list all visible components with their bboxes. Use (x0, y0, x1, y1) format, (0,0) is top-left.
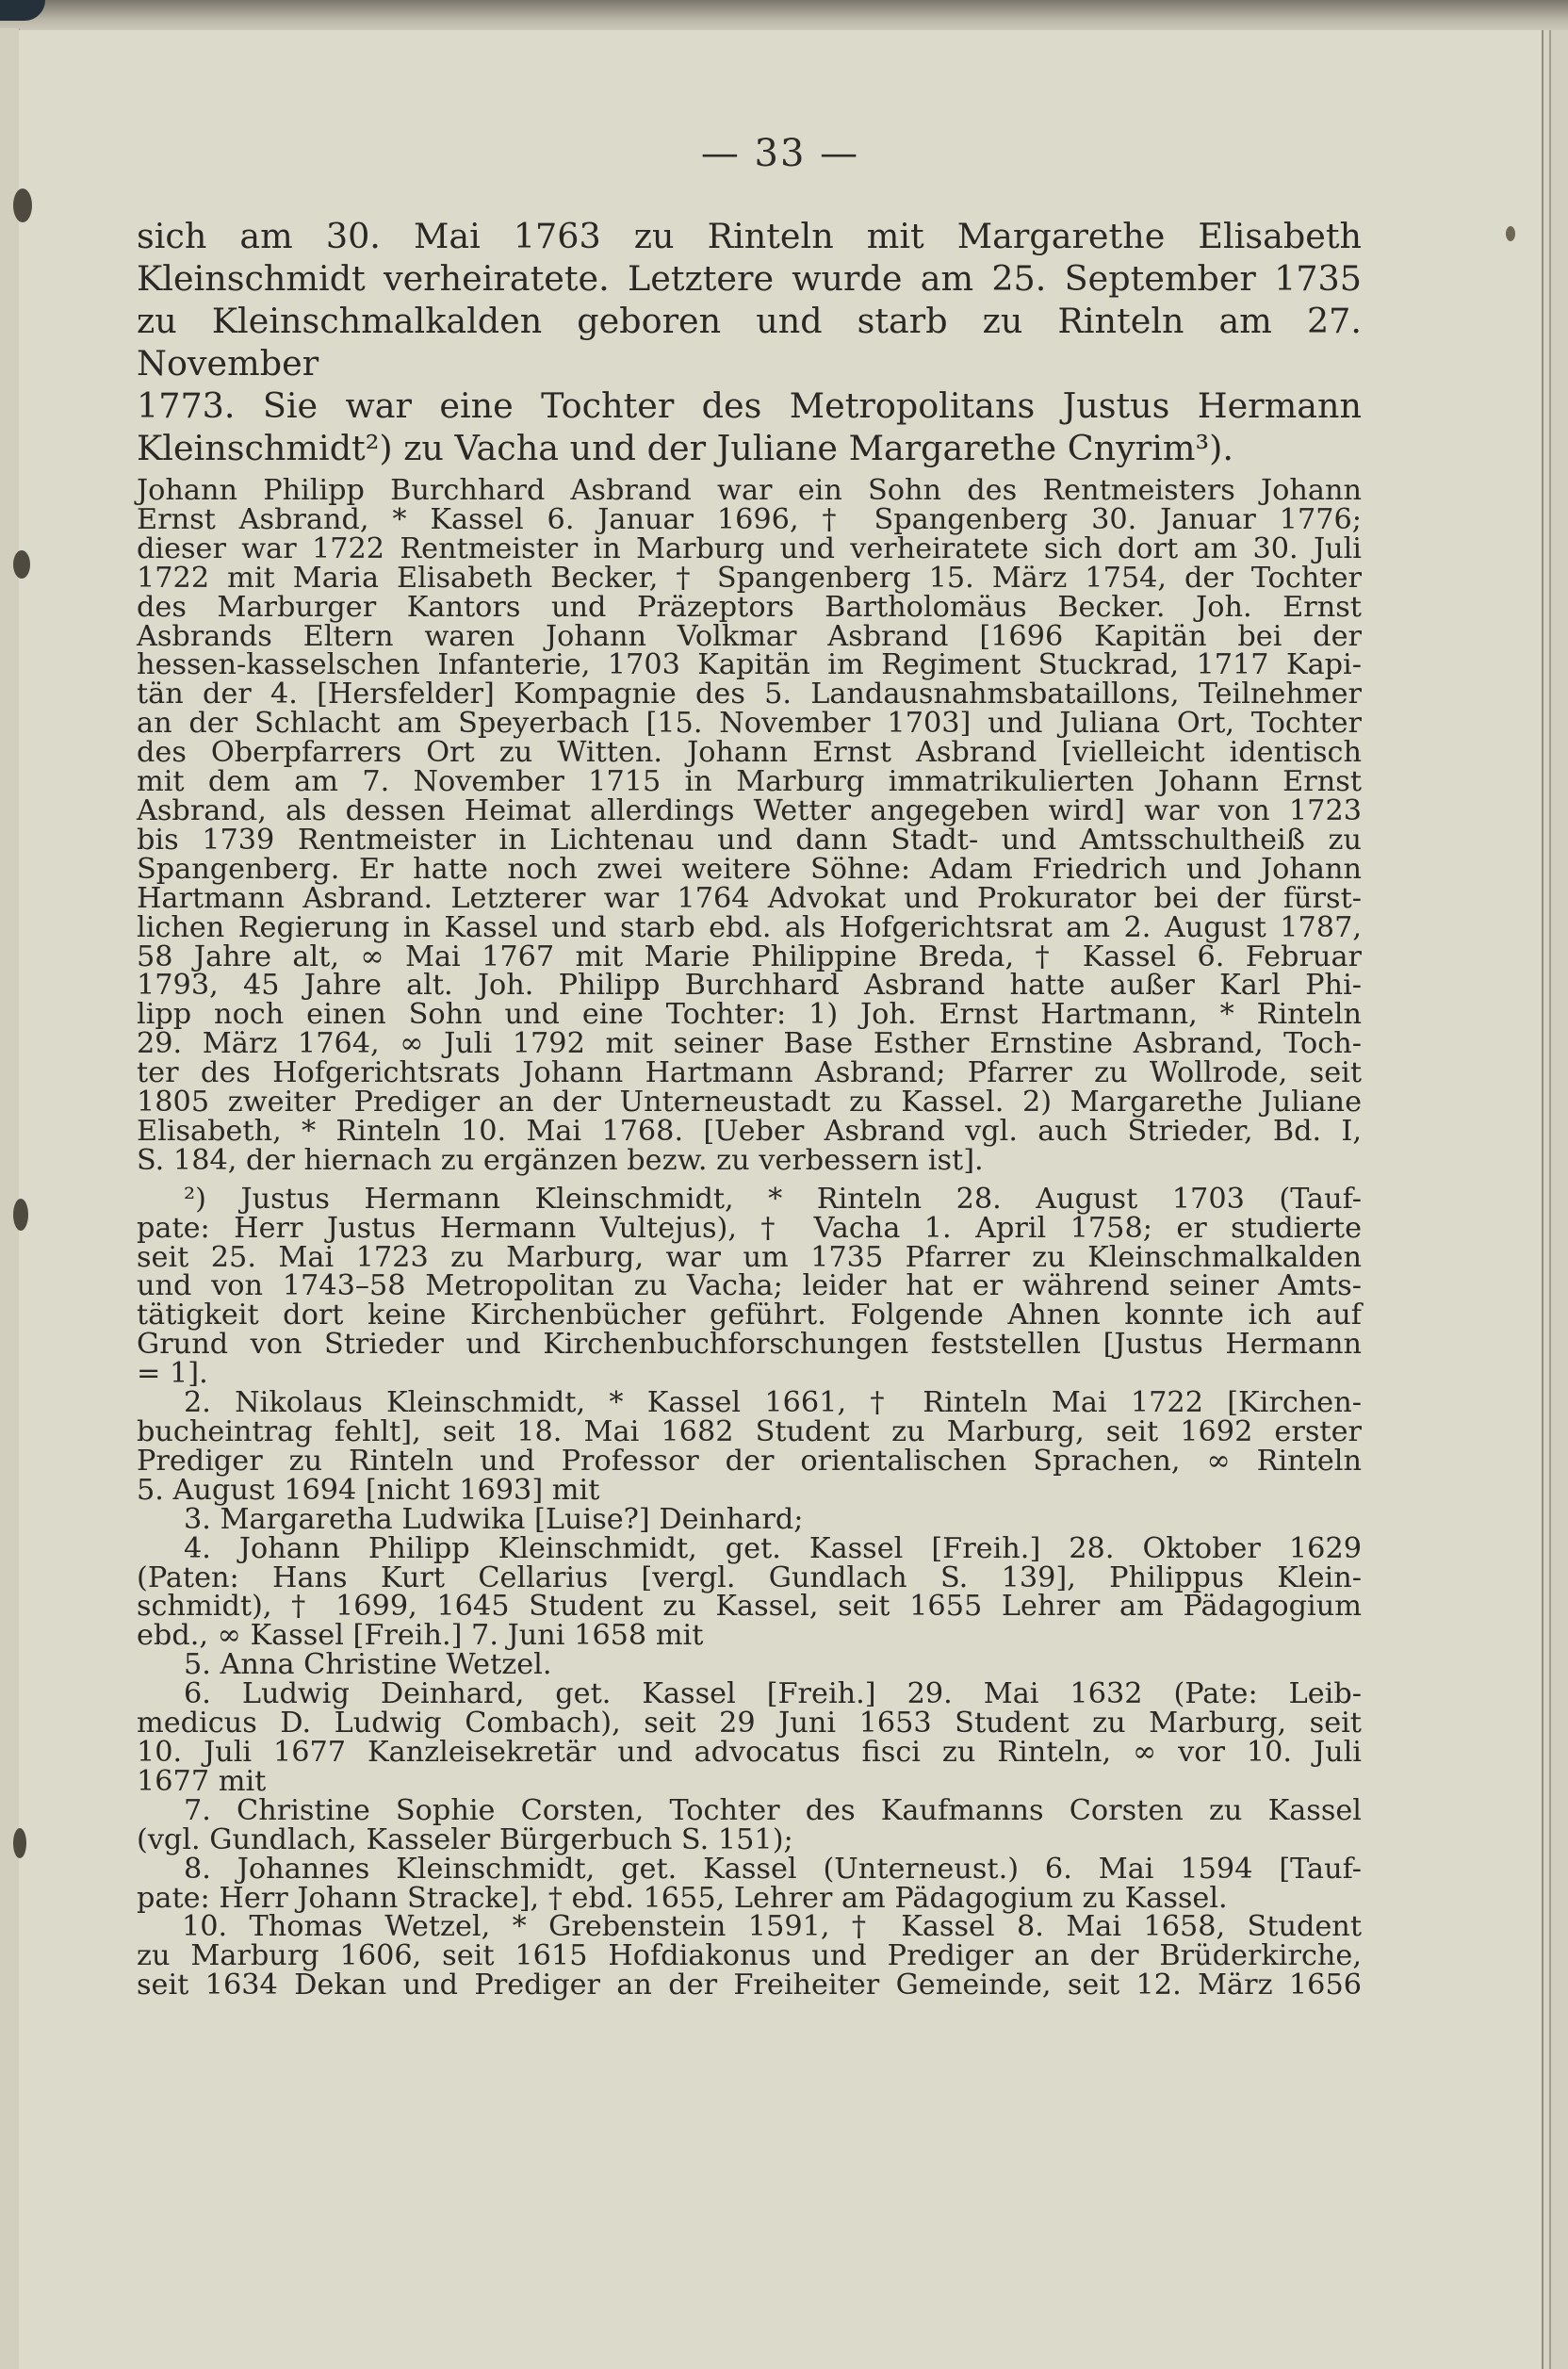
text-line: Spangenberg. Er hatte noch zwei weitere Söhne: Adam Friedrich und Johann (137, 852, 1362, 886)
text-line: 1722 mit Maria Elisabeth Becker, † Spangenberg 15. März 1754, der Tochter (137, 561, 1362, 595)
text-line: Hartmann Asbrand. Letzterer war 1764 Advokat und Prokurator bei der fürst- (137, 881, 1362, 915)
binding-hole-mark (13, 188, 32, 222)
ancestor-entry-5 (137, 1648, 1362, 1682)
text-line: Kleinschmidt²) zu Vacha und der Juliane Margarethe Cnyrim³). (137, 428, 1233, 468)
text-line: ²) Justus Hermann Kleinschmidt, * Rinteln 28. August 1703 (Tauf- (184, 1182, 1362, 1216)
text-line: seit 25. Mai 1723 zu Marburg, war um 1735 Pfarrer zu Kleinschmalkalden (137, 1240, 1362, 1274)
text-line: 1805 zweiter Prediger an der Unterneustadt zu Kassel. 2) Margarethe Juliane (137, 1086, 1362, 1119)
text-line: ebd., ∞ Kassel [Freih.] 7. Juni 1658 mit (137, 1619, 704, 1653)
text-line: pate: Herr Justus Hermann Vultejus), † Vacha 1. April 1758; er studierte (137, 1211, 1362, 1245)
text-line: hessen-kasselschen Infanterie, 1703 Kapitän im Regiment Stuckrad, 1717 Kapi- (137, 648, 1362, 682)
book-top-edge (0, 0, 1568, 32)
text-line: des Oberpfarrers Ort zu Witten. Johann Ernst Asbrand [vielleicht identisch (137, 736, 1362, 770)
text-line: S. 184, der hiernach zu ergänzen bezw. zu verbessern ist]. (137, 1143, 984, 1177)
text-line: = 1]. (137, 1357, 208, 1391)
main-paragraph (137, 215, 1362, 469)
binding-hole-mark (13, 550, 30, 579)
text-line: Elisabeth, * Rinteln 10. Mai 1768. [Ueber Asbrand vgl. auch Strieder, Bd. I, (137, 1114, 1362, 1148)
ancestor-entry-7 (137, 1793, 1362, 1856)
text-line: zu Kleinschmalkalden geboren und starb zu Rinteln am 27. November (137, 301, 1362, 384)
binding-hole-mark (13, 1199, 28, 1231)
text-line: 1793, 45 Jahre alt. Joh. Philipp Burchhard Asbrand hatte außer Karl Phi- (137, 969, 1362, 1003)
page-stack-edge (1542, 30, 1568, 2369)
text-line: ter des Hofgerichtsrats Johann Hartmann Asbrand; Pfarrer zu Wollrode, seit (137, 1056, 1362, 1090)
text-line: seit 1634 Dekan und Prediger an der Freiheiter Gemeinde, seit 12. März 1656 (137, 1969, 1362, 2002)
footnote-2 (137, 1182, 1362, 1391)
text-line: medicus D. Ludwig Combach), seit 29 Juni 1653 Student zu Marburg, seit (137, 1707, 1362, 1740)
text-line: lichen Regierung in Kassel und starb ebd. als Hofgerichtsrat am 2. August 1787, (137, 910, 1362, 944)
text-line: 10. Juli 1677 Kanzleisekretär und advocatus fisci zu Rinteln, ∞ vor 10. Juli (137, 1735, 1362, 1769)
text-line: bis 1739 Rentmeister in Lichtenau und dann Stadt- und Amtsschultheiß zu (137, 823, 1362, 857)
text-line: lipp noch einen Sohn und eine Tochter: 1) Joh. Ernst Hartmann, * Rinteln (137, 998, 1362, 1032)
text-line: 5. Anna Christine Wetzel. (184, 1648, 552, 1682)
text-line: an der Schlacht am Speyerbach [15. November 1703] und Juliana Ort, Tochter (137, 707, 1362, 741)
text-line: tän der 4. [Hersfelder] Kompagnie des 5. Landausnahmsbataillons, Teilnehmer (137, 678, 1362, 711)
ancestor-entry-10 (137, 1910, 1362, 2002)
text-line: Kleinschmidt verheiratete. Letztere wurde am 25. September 1735 (137, 258, 1362, 299)
text-line: des Marburger Kantors und Präzeptors Bartholomäus Becker. Joh. Ernst (137, 590, 1362, 624)
ancestor-list (137, 1386, 1362, 2002)
text-line: Asbrands Eltern waren Johann Volkmar Asbrand [1696 Kapitän bei der (137, 619, 1362, 653)
page-gutter (0, 28, 20, 2369)
text-line: 1773. Sie war eine Tochter des Metropolitans Justus Hermann (137, 385, 1362, 426)
text-line: 58 Jahre alt, ∞ Mai 1767 mit Marie Philippine Breda, † Kassel 6. Februar (137, 939, 1362, 973)
ancestor-entry-2 (137, 1386, 1362, 1507)
text-line: und von 1743–58 Metropolitan zu Vacha; leider hat er während seiner Amts- (137, 1269, 1362, 1303)
text-line: schmidt), † 1699, 1645 Student zu Kassel, seit 1655 Lehrer am Pädagogium (137, 1590, 1362, 1624)
text-line: 10. Thomas Wetzel, * Grebenstein 1591, † Kassel 8. Mai 1658, Student (182, 1910, 1362, 1944)
text-line: Johann Philipp Burchhard Asbrand war ein Sohn des Rentmeisters Johann (137, 474, 1362, 507)
ancestor-entry-4 (137, 1531, 1362, 1653)
scan-background-corner (0, 0, 45, 21)
text-line: sich am 30. Mai 1763 zu Rinteln mit Margarethe Elisabeth (137, 216, 1362, 256)
text-line: pate: Herr Johann Stracke], † ebd. 1655, Lehrer am Pädagogium zu Kassel. (137, 1881, 1228, 1915)
text-line: mit dem am 7. November 1715 in Marburg immatrikulierten Johann Ernst (137, 765, 1362, 799)
foxing-spot (1506, 226, 1515, 241)
binding-hole-mark (13, 1828, 26, 1858)
ancestor-entry-8 (137, 1852, 1362, 1915)
ancestor-entry-6 (137, 1677, 1362, 1798)
footnote-1 (137, 474, 1362, 1177)
text-line: 29. März 1764, ∞ Juli 1792 mit seiner Base Esther Ernstine Asbrand, Toch- (137, 1027, 1362, 1061)
text-line: 7. Christine Sophie Corsten, Tochter des Kaufmanns Corsten zu Kassel (184, 1793, 1362, 1827)
text-line: 3. Margaretha Ludwika [Luise?] Deinhard; (184, 1502, 804, 1536)
text-line: Ernst Asbrand, * Kassel 6. Januar 1696, † Spangenberg 30. Januar 1776; (137, 502, 1362, 536)
text-line: dieser war 1722 Rentmeister in Marburg und verheiratete sich dort am 30. Juli (137, 531, 1362, 565)
text-line: bucheintrag fehlt], seit 18. Mai 1682 Student zu Marburg, seit 1692 erster (137, 1415, 1362, 1448)
text-line: Grund von Strieder und Kirchenbuchforschungen feststellen [Justus Hermann (137, 1328, 1362, 1362)
footnotes (137, 474, 1362, 2002)
text-line: 4. Johann Philipp Kleinschmidt, get. Kassel [Freih.] 28. Oktober 1629 (184, 1531, 1362, 1565)
text-line: zu Marburg 1606, seit 1615 Hofdiakonus und Prediger an der Brüderkirche, (137, 1939, 1362, 1973)
text-line: tätigkeit dort keine Kirchenbücher geführt. Folgende Ahnen konnte ich auf (137, 1299, 1362, 1332)
text-line: 8. Johannes Kleinschmidt, get. Kassel (Unterneust.) 6. Mai 1594 [Tauf- (184, 1852, 1362, 1886)
text-line: 1677 mit (137, 1764, 267, 1798)
text-line: (Paten: Hans Kurt Cellarius [vergl. Gundlach S. 139], Philippus Klein- (137, 1560, 1362, 1594)
text-line: 6. Ludwig Deinhard, get. Kassel [Freih.] 29. Mai 1632 (Pate: Leib- (184, 1677, 1362, 1711)
text-line: 5. August 1694 [nicht 1693] mit (137, 1473, 600, 1507)
text-line: Prediger zu Rinteln und Professor der orientalischen Sprachen, ∞ Rinteln (137, 1444, 1362, 1478)
book-page (19, 30, 1542, 2369)
text-line: 2. Nikolaus Kleinschmidt, * Kassel 1661, † Rinteln Mai 1722 [Kirchen- (184, 1386, 1362, 1420)
page-number: — 33 — (700, 132, 860, 175)
text-line: (vgl. Gundlach, Kasseler Bürgerbuch S. 151); (137, 1822, 793, 1856)
text-line: Asbrand, als dessen Heimat allerdings Wetter angegeben wird] war von 1723 (137, 793, 1362, 827)
ancestor-entry-3 (137, 1502, 1362, 1536)
